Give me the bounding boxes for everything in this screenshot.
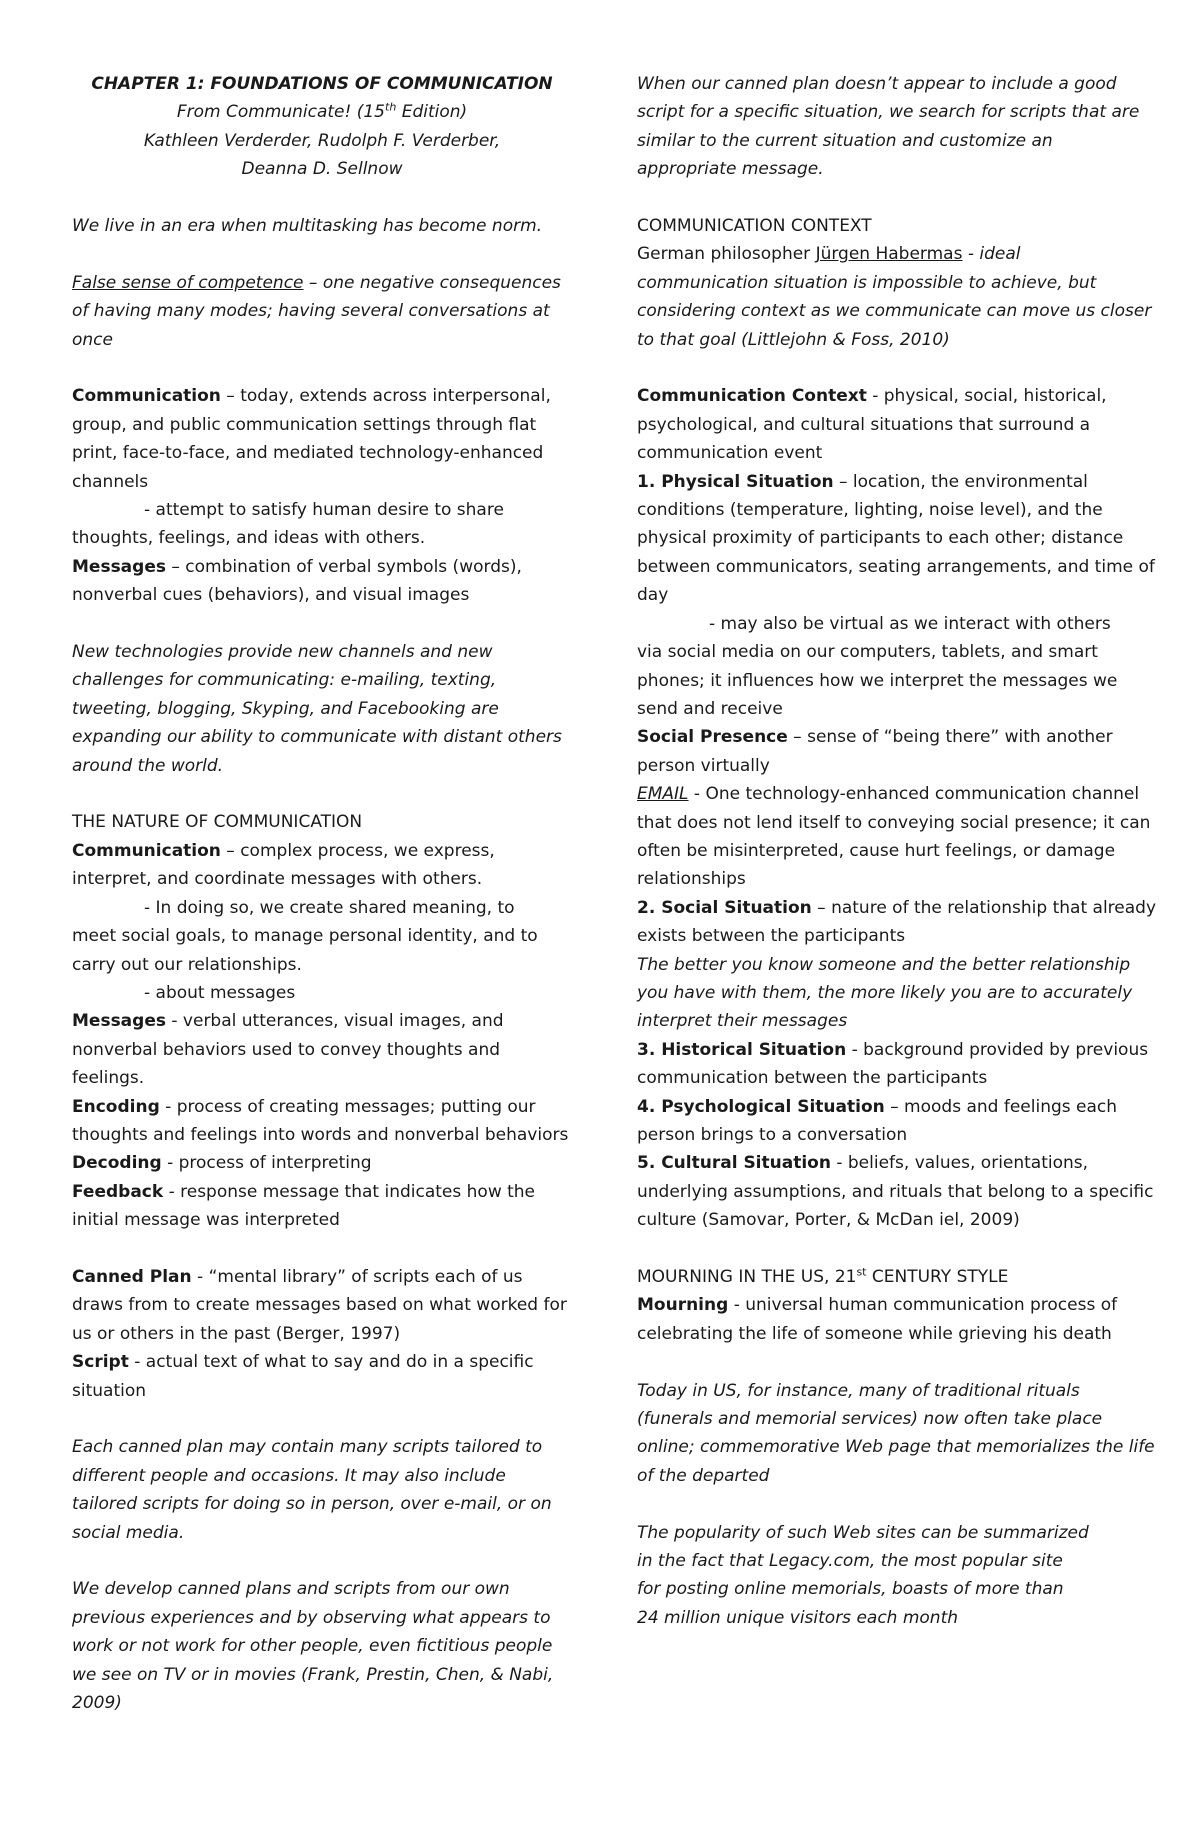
cultural-situation-def: 5. Cultural Situation - beliefs, values, orientations, underlying assumptions, and rituals that belong to a specific culture (Samovar, Porter, & McDan iel, 2009) [637, 1153, 1154, 1231]
communication-sub-2: - In doing so, we create shared meaning, to [144, 897, 515, 918]
popularity-line-1: The popularity of such Web sites can be summarized [637, 1522, 1089, 1543]
communication-sub-2-cont: meet social goals, to manage personal identity, and to carry out our relationships. [72, 926, 538, 975]
chapter-title: CHAPTER 1: FOUNDATIONS OF COMMUNICATION [91, 74, 553, 94]
messages-def: Messages – combination of verbal symbols (words), nonverbal cues (behaviors), and visual images [72, 556, 522, 606]
communication-def: Communication – today, extends across interpersonal, group, and public communication settings through flat print, face-to-face, and mediated technology-enhanced channels [72, 386, 551, 492]
physical-situation-def: 1. Physical Situation – location, the environmental conditions (temperature, lighting, noise level), and the physical proximity of participants to each other; distance between communicators, seating arrangements, and time of day [637, 471, 1155, 606]
each-canned-plan-note: Each canned plan may contain many scripts tailored to different people and occasions. It may also include tailored scripts for doing so in person, over e-mail, or on social media. [72, 1437, 552, 1543]
new-technologies-note: New technologies provide new channels and new challenges for communicating: e-mailing, texting, tweeting, blogging, Skyping, and Facebooking are expanding our ability to communicate with distant others around the world. [72, 642, 562, 776]
authors-line-2: Deanna D. Sellnow [241, 159, 403, 180]
popularity-line-2: in the fact that Legacy.com, the most popular site [637, 1551, 1063, 1572]
canned-plan-customize-note: When our canned plan doesn’t appear to include a good script for a specific situation, we search for scripts that are similar to the current situation and customize an appropriate message. [637, 74, 1140, 180]
psychological-situation-def: 4. Psychological Situation – moods and feelings each person brings to a conversation [637, 1096, 1118, 1145]
nature-heading: THE NATURE OF COMMUNICATION [72, 812, 363, 833]
communication-def-2: Communication – complex process, we express, interpret, and coordinate messages with others. [72, 840, 495, 890]
right-column [637, 70, 1157, 1632]
false-competence-def: False sense of competence – one negative consequences of having many modes; having several conversations at once [72, 272, 561, 350]
communication-sub-cont: thoughts, feelings, and ideas with others. [72, 528, 426, 549]
social-presence-def: Social Presence – sense of “being there” with another person virtually [637, 727, 1113, 776]
historical-situation-def: 3. Historical Situation - background provided by previous communication between the participants [637, 1039, 1149, 1089]
social-situation-def: 2. Social Situation – nature of the relationship that already exists between the participants [637, 897, 1157, 947]
decoding-def: Decoding - process of interpreting [72, 1153, 372, 1174]
today-note: Today in US, for instance, many of traditional rituals (funerals and memorial services) now often take place online; commemorative Web page that memorializes the life of the departed [637, 1380, 1155, 1486]
communication-context-def: Communication Context - physical, social, historical, psychological, and cultural situations that surround a communication event [637, 386, 1107, 464]
context-heading: COMMUNICATION CONTEXT [637, 216, 872, 237]
email-def: EMAIL - One technology-enhanced communication channel that does not lend itself to conveying social presence; it can often be misinterpreted, cause hurt feelings, or damage relationships [637, 784, 1151, 890]
era-statement: We live in an era when multitasking has become norm. [72, 216, 543, 237]
popularity-line-3: for posting online memorials, boasts of more than [637, 1579, 1064, 1600]
feedback-def: Feedback - response message that indicates how the initial message was interpreted [72, 1181, 536, 1231]
canned-plan-def: Canned Plan - “mental library” of scripts each of us draws from to create messages based on what worked for us or others in the past (Berger, 1997) [72, 1266, 567, 1344]
encoding-def: Encoding - process of creating messages; putting our thoughts and feelings into words and nonverbal behaviors [72, 1096, 569, 1145]
habermas-note: German philosopher Jürgen Habermas - ideal communication situation is impossible to achieve, but considering context as we communicate can move us closer to that goal (Littlejohn & Foss, 2010) [637, 244, 1152, 350]
mourning-heading: MOURNING IN THE US, 21st CENTURY STYLE [637, 1265, 1009, 1288]
script-def: Script - actual text of what to say and do in a specific situation [72, 1352, 534, 1401]
develop-note: We develop canned plans and scripts from our own previous experiences and by observing what appears to work or not work for other people, even fictitious people we see on TV or in movies (Frank, Prestin, Chen, & Nabi, 2009) [72, 1579, 554, 1714]
source-line: From Communicate! (15th Edition) [176, 100, 468, 123]
about-messages: - about messages [144, 982, 296, 1003]
communication-sub: - attempt to satisfy human desire to share [144, 500, 504, 521]
left-column [72, 70, 572, 1717]
physical-situation-sub: - may also be virtual as we interact with others [709, 613, 1111, 634]
messages-def-2: Messages - verbal utterances, visual images, and nonverbal behaviors used to convey thoughts and feelings. [72, 1011, 504, 1089]
physical-situation-sub-cont: via social media on our computers, tablets, and smart phones; it influences how we interpret the messages we send and receive [637, 642, 1118, 719]
popularity-line-4: 24 million unique visitors each month [637, 1607, 959, 1628]
better-know-note: The better you know someone and the better relationship you have with them, the more likely you are to accurately interpret their messages [637, 954, 1133, 1032]
authors-line-1: Kathleen Verderder, Rudolph F. Verderber, [143, 130, 501, 151]
mourning-def: Mourning - universal human communication process of celebrating the life of someone while grieving his death [637, 1295, 1118, 1344]
